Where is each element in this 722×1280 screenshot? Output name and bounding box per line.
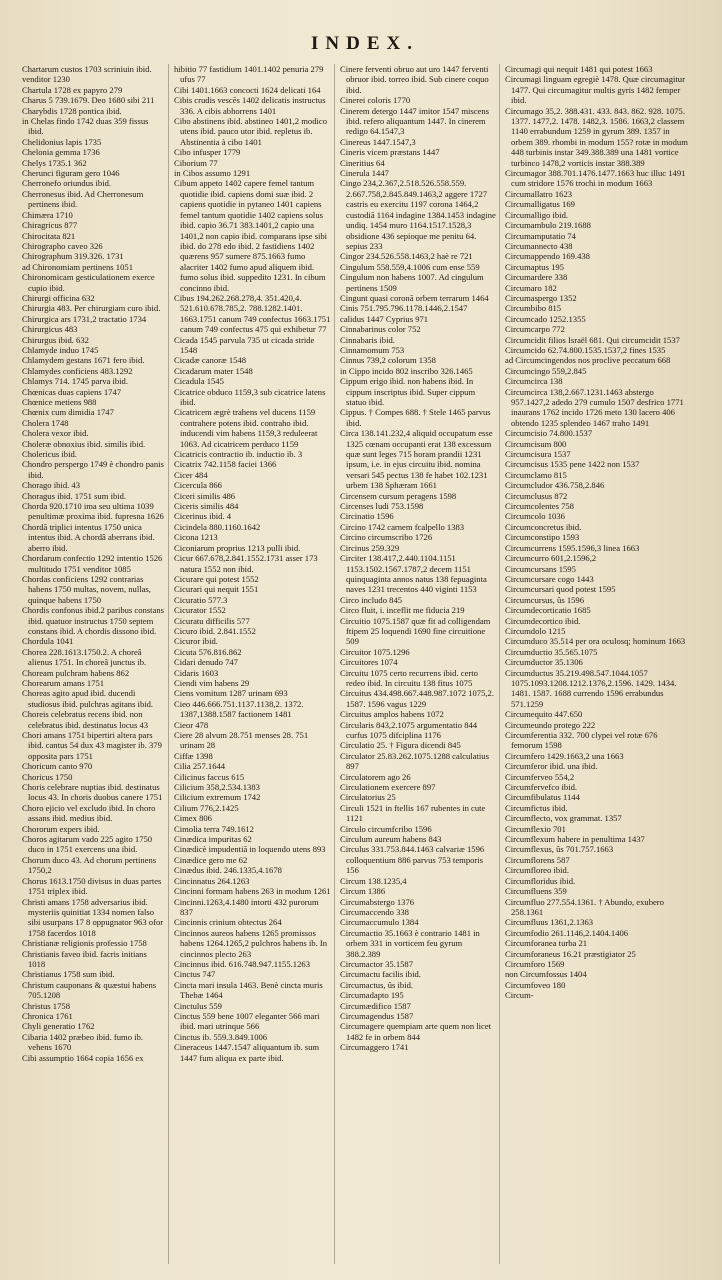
index-entry: Cippum erigo ibid. non habens ibid. In cippum inscriptus ibid. Super cippum statuo ibid. [340, 376, 476, 407]
index-entry: Chirocitata 821 [22, 230, 76, 241]
index-entry: Circumdecortico ibid. [505, 615, 581, 626]
index-entry: Chorago ibid. 43 [22, 480, 81, 491]
index-entry: Circumfibulatus 1144 [505, 792, 580, 803]
index-column-2 [174, 64, 335, 1264]
index-entry: Chordas conficiens 1292 contrarias habens 1750 multas, novem, nullas, quinque habens 1750 [22, 573, 151, 605]
index-entry: Circino 1742 carnem fcalpello 1383 [340, 521, 465, 532]
index-entry: Chordarum confectio 1292 intentio 1526 multitudo 1751 venditor 1085 [22, 553, 163, 574]
index-entry: Circumfodio 261.1146,2.1404.1406 [505, 927, 629, 938]
index-entry: Cicatricem ægrè trahens vel ducens 1159 contrahere potens ibid. contraho ibid. inducendi vim habens 1159,3 reduleerat 1063. Ad cicatricem perduco 1159 [174, 407, 318, 449]
index-entry: Chorus 1613.1750 divisus in duas partes 1751 triplex ibid. [22, 875, 162, 897]
index-entry: Christi amans 1758 adversarius ibid. mysteriis quinitiat 1334 nomen falso sibi usurpans 17 8 oppugnator 963 ofor 1758 facerdos 1018 [22, 896, 164, 938]
index-entry: Circumcisum 800 [505, 438, 567, 449]
index-entry: hibitio 77 fastidium 1401.1402 penuria 279 ufus 77 [174, 64, 324, 85]
index-entry: Cicindela 880.1160.1642 [174, 521, 261, 532]
index-entry: Circumconstipo 1593 [505, 532, 580, 543]
index-entry: Chelidonius lapis 1735 [22, 136, 102, 147]
index-entry: Circumaro 182 [505, 282, 557, 293]
index-entry: Chirurgia 483. Per chirurgiam curo ibid. [22, 303, 161, 314]
index-entry: Cibi assumptio 1664 copia 1656 ex [22, 1052, 144, 1063]
index-entry: Cinctus 747 [174, 969, 216, 980]
index-entry: Circumflecto, vox grammat. 1357 [505, 813, 622, 824]
index-entry: Chlamydem gestans 1671 fero ibid. [22, 355, 145, 366]
index-entry: Choricus 1750 [22, 771, 73, 782]
index-entry: Chordā triplici intentus 1750 unica intentus ibid. A chordâ aberrans ibid. aberro ibid. [22, 521, 155, 553]
index-entry: Circumcludor 436.758,2.846 [505, 480, 605, 491]
index-entry: Cincta mari insula 1463. Benè cincta muris Thebæ 1464 [174, 979, 323, 1001]
index-entry: Cicuro ibid. 2.841.1552 [174, 625, 256, 636]
index-entry: Circuitores 1074 [340, 657, 398, 668]
index-entry: Circumcido 62.74.800.1535.1537,2 fines 1535 [505, 344, 666, 355]
index-entry: Cincinnos aureos habens 1265 promissos habens 1264.1265,2 pulchros habens ib. In cincinnos plecto 263 [174, 927, 328, 959]
index-entry: Circumaggero 1741 [340, 1042, 409, 1053]
index-entry: Ciffæ 1398 [174, 750, 213, 761]
index-entry: Circumfluus 1361,2.1363 [505, 917, 594, 928]
index-entry: Cinctus 559 bene 1007 eleganter 566 mari ibid. mari utrinque 566 [174, 1010, 320, 1032]
index-entry: Cibi 1401.1663 concocti 1624 delicati 164 [174, 84, 321, 95]
index-entry: Ciere 28 alvum 28.751 menses 28. 751 urinam 28 [174, 730, 309, 751]
index-entry: Cibaria 1402 præbeo ibid. fumo ib. vehens 1670 [22, 1031, 144, 1053]
index-entry: Charybdis 1728 pontica ibid. [22, 105, 122, 116]
index-entry: Chlamydes conficiens 483.1292 [22, 365, 133, 376]
index-entry: Circumcisus 1535 pene 1422 non 1537 [505, 459, 640, 470]
index-entry: Circumdecorticatio 1685 [505, 605, 591, 616]
index-entry: Circumfloridus ibid. [505, 875, 576, 886]
index-entry: Circumeundo protego 222 [505, 719, 596, 730]
index-entry: Circumamputatio 74 [505, 230, 576, 241]
index-entry: Circino circumscribo 1726 [340, 532, 433, 543]
index-entry: Circum 138.1235,4 [340, 875, 407, 886]
index-entry: Chirographum 319.326. 1731 [22, 251, 124, 262]
index-entry: Cicuror ibid. [174, 636, 218, 647]
index-entry: in Cippo incido 802 inscribo 326.1465 [340, 365, 473, 376]
index-entry: Circumconcretus ibid. [505, 521, 582, 532]
index-entry: Cibus 194.262.268.278,4. 351.420,4. 521.610.678.785,2. 788.1282.1401. 1663.1751 canum 749 confectus 1663.1751 canum 749 confectus 475 qui exhibetur 77 [174, 292, 331, 335]
index-entry: Cicerinus ibid. 4 [174, 511, 232, 522]
index-entry: Circumfero 1429.1663,2 una 1663 [505, 750, 624, 761]
index-entry: Cicurator 1552 [174, 605, 226, 616]
index-entry: Cineritius 64 [340, 157, 385, 168]
index-entry: Circulator 25.83.262.1075.1288 calculatius 897 [340, 750, 489, 772]
index-entry: Cincinnus ibid. 616.748.947.1155.1263 [174, 958, 310, 969]
index-entry: Cincinnatus 264.1263 [174, 875, 250, 886]
index-entry: Chorum duco 43. Ad chorum pertinens 1750,2 [22, 854, 157, 876]
index-entry: Circumforo 1569 [505, 958, 565, 969]
index-entry: ad Circumcingendos nos proclive peccatum 668 [505, 355, 671, 366]
index-entry: Choreis celebratus recens ibid. non celebratus ibid. destinatus locus 43 [22, 709, 149, 730]
index-entry: Cinædica impuritas 62 [174, 834, 252, 845]
index-entry: Cilia 257.1644 [174, 761, 226, 772]
index-entry: Cinædicè impudentiā in loquendo utens 893 [174, 844, 326, 855]
index-entry: Cicuratu difficilis 577 [174, 615, 250, 626]
index-entry: Circumagi linguam egregiè 1478. Quæ circumagitur 1477. Qui circumagitur multis gyris 1482 femper ibid. [505, 74, 685, 106]
index-entry: Circinus 259.329 [340, 542, 400, 553]
index-entry: Circumequito 447.650 [505, 709, 583, 720]
index-entry: Circumflexus, ûs 701.757.1663 [505, 844, 614, 855]
index-entry: Choricum canto 970 [22, 761, 93, 772]
index-entry: Cicur 667.678,2.841.1552.1731 asser 173 natura 1552 non ibid. [174, 553, 318, 574]
index-entry: Cholera 1748 [22, 417, 69, 428]
index-entry: Circumannecto 438 [505, 240, 573, 251]
index-entry: Circumcado 1252.1355 [505, 313, 586, 324]
index-entry: Circulatorius 25 [340, 792, 396, 803]
index-entry: Cicadarum mater 1548 [174, 365, 253, 376]
index-entry: Cingor 234.526.558.1463,2 haè re 721 [340, 251, 473, 262]
index-entry: Circumardere 338 [505, 272, 568, 283]
index-entry: Chartula 1728 ex papyro 279 [22, 84, 123, 95]
index-entry: Circumallatro 1623 [505, 188, 573, 199]
index-entry: venditor 1230 [22, 74, 70, 85]
index-entry: Chronica 1761 [22, 1010, 73, 1021]
index-entry: Circumbibo 815 [505, 303, 562, 314]
page-header: INDEX. [311, 33, 419, 54]
index-entry: Christum cauponans & quæstui habens 705.1208 [22, 979, 157, 1001]
index-entry: Chirurgicus 483 [22, 324, 78, 335]
index-entry: Cinædice gero me 62 [174, 854, 248, 865]
index-entry: Chorea 228.1613.1750.2. A choreâ alienus 1751. In choreâ junctus ib. [22, 646, 147, 668]
index-entry: Chartarum custos 1703 scriniuin ibid. [22, 64, 152, 74]
index-entry: Circumago 35,2. 388.431. 433. 843. 862. 928. 1075. 1377. 1477,2. 1478. 1482,3. 1586. 1663,2 classem 1140 errabundum 1259 in gyrum 389. 1357 in orbem 389. rhombi in modum 155? rotæ in modum 448 turbinis instar 349.388.389 una 1481 vortice turbinco 1478,2 vorticis instar 388.389 [505, 105, 688, 168]
index-entry: Circumclamo 815 [505, 469, 567, 480]
index-entry: Circumaccendo 338 [340, 906, 409, 917]
index-entry: Cicatrice obduco 1159,3 sub cicatrice latens ibid. [174, 386, 326, 407]
index-entry: Circumductor 35.1306 [505, 657, 583, 668]
index-column-3 [340, 64, 500, 1264]
index-entry: Circumactor 35.1587 [340, 958, 414, 969]
index-entry: Circiter 138.417,2.440.1104.1151 1153.1502.1567.1787,2 decem 1151 quinquaginta annos natus 138 fepuaginta naves 1231 trecentos 440 viginti 1153 [340, 553, 487, 595]
index-entry: Cicadæ canoræ 1548 [174, 355, 247, 366]
index-entry: Cilicium 358,2.534.1383 [174, 782, 260, 793]
index-entry: Ciendi vim habens 29 [174, 677, 250, 688]
index-entry: Cinnamomum 753 [340, 344, 405, 355]
index-entry: Cholericus ibid. [22, 449, 77, 460]
index-entry: Circo fluit, i. inceflit me fiducia 219 [340, 605, 465, 616]
index-entry: ad Chironomiam pertinens 1051 [22, 261, 133, 272]
index-entry: Cingo 234,2.367,2.518.526.558.559. 2.667.758,2.845.849.1463,2 aggere 1727 castris eu exercitu 1197 corona 1464,2 custodiā 1164 indagine 1384.1453 indagine undiq. 1454 muro 1164.1517.1528,3 obsidione 436 sepioque me penitu 64. sepius 233 [340, 178, 496, 251]
index-entry: Circumforaneus 16.21 præstigiator 25 [505, 948, 636, 959]
index-entry: Christianus 1758 sum ibid. [22, 969, 115, 980]
index-entry: Circumalligatus 169 [505, 199, 575, 210]
index-entry: Cicadula 1545 [174, 376, 224, 387]
index-entry: Cinctulus 559 [174, 1000, 222, 1011]
index-entry: Cilicium extremum 1742 [174, 792, 261, 803]
index-entry: Cincinni formam habens 263 in modum 1261 [174, 886, 331, 897]
index-entry: Cinnabaris ibid. [340, 334, 395, 345]
index-entry: Circumaccumulo 1384 [340, 917, 419, 928]
index-entry: Cholera vexor ibid. [22, 428, 89, 439]
index-entry: Chimæra 1710 [22, 209, 73, 220]
index-entry: Cinere ferventi obruo aut uro 1447 ferventi obruor ibid. torreo ibid. Sub cinere coquo ibid. [340, 64, 489, 95]
index-entry: Ciceri similis 486 [174, 490, 236, 501]
index-entry: Cinerula 1447 [340, 168, 389, 179]
index-entry: Circumcurro 601,2.1596,2 [505, 553, 597, 564]
index-entry: Circumcisio 74.800.1537 [505, 428, 593, 439]
index-entry: Cicercula 866 [174, 480, 222, 491]
index-entry: Chlamyde induo 1745 [22, 344, 99, 355]
index-entry: Cinnus 739,2 colorum 1358 [340, 355, 436, 366]
index-entry: Circumactio 35.1663 è contrario 1481 in orbem 331 in vorticem feu gyrum 388.2.389 [340, 927, 480, 959]
index-entry: Cicona 1213 [174, 532, 218, 543]
index-entry: Circumfictus ibid. [505, 802, 568, 813]
index-entry: Circum 1386 [340, 886, 386, 897]
index-entry: Cicatricis contractio ib. inductio ib. 3 [174, 449, 303, 460]
index-entry: Chyli generatio 1762 [22, 1021, 95, 1032]
index-entry: Cincinni.1263,4.1480 intorti 432 purorum 837 [174, 896, 319, 917]
index-entry: Chiragricus 877 [22, 220, 78, 231]
index-entry: Cicuta 576.816.862 [174, 646, 242, 657]
index-entry: Cicurari qui nequit 1551 [174, 584, 259, 595]
index-entry: Circumagor 388.701.1476.1477.1663 huc illuc 1491 cum stridore 1576 trochi in modum 1663 [505, 168, 686, 189]
index-entry: Cinerem detergo 1447 imitor 1547 miscens ibid. refero aliquantum 1447. In cinerem redigo 64.1547,3 [340, 105, 490, 137]
index-entry: Chelonia gemma 1736 [22, 147, 100, 158]
index-entry: Circumagendus 1587 [340, 1010, 414, 1021]
index-entry: Cherronefo oriundus ibid. [22, 178, 112, 189]
index-entry: Cimolia terra 749.1612 [174, 823, 254, 834]
index-entry: Circumaptus 195 [505, 261, 564, 272]
index-entry: Chorda 920.1710 ima seu ultima 1039 penultimæ proxima ibid. fupresna 1626 [22, 501, 164, 522]
index-entry: Cieor 478 [174, 719, 209, 730]
index-entry: Circumferor ibid. una ibid. [505, 761, 598, 772]
index-entry: Circumactus, ûs ibid. [340, 979, 414, 990]
index-entry: Circumadapto 195 [340, 990, 404, 1001]
index-entry: Circulum aureum habens 843 [340, 834, 442, 845]
index-entry: Circumferentia 332. 700 clypei vel rotæ 676 femorum 1598 [505, 730, 658, 751]
index-entry: Circumcolentes 758 [505, 501, 574, 512]
index-entry: Chlamys 714. 1745 parva ibid. [22, 376, 128, 387]
index-entry: Circuitor 1075.1296 [340, 646, 410, 657]
index-entry: Circumcursus, ûs 1596 [505, 594, 585, 605]
index-entry: Circulatorem ago 26 [340, 771, 411, 782]
index-entry: Circumaspergo 1352 [505, 292, 577, 303]
index-entry: Circumforanea turba 21 [505, 938, 588, 949]
index-entry: Circa 138.141.232,4 aliquid occupatum esse 1325 cœnam occupanti erat 138 excessum quæ sunt leges 715 horam prandii 1231 ipsum, i.e. in ejus circuitu ibid. nomina versari 545 pectus 138 fe habet 102.1231 urbem 138 Sphæram 1661 [340, 428, 493, 491]
index-entry: Circumfluo 277.554.1361. † Abundo, exubero 258.1361 [505, 896, 664, 917]
index-entry: Cieo 446.666.751.1137.1138,2. 1372. 1387,1388.1587 factionem 1481 [174, 698, 304, 720]
index-entry: Circumagi qui nequit 1481 qui potest 1663 [505, 64, 653, 74]
index-entry: Cinereus 1447.1547,3 [340, 136, 416, 147]
index-entry: Circumcirca 138 [505, 376, 563, 387]
index-entry: Cibum appeto 1402 capere femel tantum quotidie ibid. capiens domi suæ ibid. 2 capiens quotidie in pytaneo 1401 capiens femel tantum quotidie 1402 capiens solus ibid. capio 36.71 383.1401,2 capio una 1401,2 non capio ibid. comparans ipse sibi ibid. do 278 edo ibid. 2 fastidiens 1402 quærens 957 sumere 875.1663 fumo alacriter 1402 fumo apud aliquem ibid. fumo solus ibid. suppedito 1231. In cibum concinno ibid. [174, 178, 328, 293]
index-entry: Circumcidit filios Israël 681. Qui circumcidit 1537 [505, 334, 680, 345]
index-entry: Circumflorens 587 [505, 854, 570, 865]
index-entry: Cibo abstinens ibid. abstineo 1401,2 modico utens ibid. pauco utor ibid. repletus ib. Abstinentia à cibo 1401 [174, 116, 328, 147]
index-entry: Cineris vicem præstans 1447 [340, 147, 440, 158]
index-entry: Circumalligo ibid. [505, 209, 569, 220]
index-entry: Circumductio 35.565.1075 [505, 646, 598, 657]
index-entry: Circumcirca 138,2.667.1231.1463 abstergo 957.1427,2 adedo 279 cumulo 1507 desfrico 1771 inaurans 1762 incido 1726 meto 130 lacero 406 obtendo 1235 splendeo 1467 traho 1491 [505, 386, 684, 428]
index-entry: Cimex 806 [174, 813, 212, 824]
index-entry: Cherronesus ibid. Ad Cherronesum pertinens ibid. [22, 188, 144, 210]
index-entry: Circumflexum habere in penultima 1437 [505, 834, 645, 845]
index-entry: Circumcarpo 772 [505, 324, 565, 335]
index-entry: Cincinnis crinium obtectus 264 [174, 917, 282, 928]
index-entry: Cherunci figuram gero 1046 [22, 168, 120, 179]
index-entry: in Cibos assumo 1291 [174, 168, 251, 179]
index-entry: Chœnix cum dimidia 1747 [22, 407, 114, 418]
index-entry: Circulus 331.753.844.1463 calvariæ 1596 colloquentium 886 parvus 753 temporis 156 [340, 844, 485, 876]
index-entry: Chirurgus ibid. 632 [22, 334, 89, 345]
index-entry: Cidaris 1603 [174, 667, 219, 678]
index-entry: Choleræ obnoxius ibid. similis ibid. [22, 438, 146, 449]
index-entry: Choro ejicio vel excludo ibid. In choro assans ibid. medius ibid. [22, 802, 156, 824]
index-entry: Chirurgi officina 632 [22, 292, 95, 303]
index-entry: Chelys 1735.1 362 [22, 157, 87, 168]
index-entry: Chorearum amans 1751 [22, 677, 105, 688]
index-entry: Circulatio 25. † Figura dicendi 845 [340, 740, 461, 751]
index-entry: Circumfloreo ibid. [505, 865, 569, 876]
index-entry: Chœnicas duas capiens 1747 [22, 386, 122, 397]
index-entry: Circuitio 1075.1587 quæ fit ad colligendam ftipem 25 loquendi 1690 fine circuitione 509 [340, 615, 491, 647]
index-entry: Cicada 1545 parvula 735 ut cicada stride 1548 [174, 334, 315, 355]
index-entry: Chori amans 1751 bipertiri altera pars ibid. cantus 54 dux 43 magister ib. 379 opposita pars 1751 [22, 730, 162, 761]
index-entry: Cinerei coloris 1770 [340, 95, 411, 106]
index-entry: Cinnabarinus color 752 [340, 324, 421, 335]
index-entry: Cinædus ibid. 246.1335,4.1678 [174, 865, 282, 876]
index-entry: Circumclusus 872 [505, 490, 568, 501]
index-entry: Chirographo caveo 326 [22, 240, 103, 251]
index-entry: Circumactu facilis ibid. [340, 969, 421, 980]
index-entry: Circumcursari quod potest 1595 [505, 584, 616, 595]
index-entry: Choros agitarum vado 225 agito 1750 duco in 1751 exercens una ibid. [22, 834, 153, 855]
index-column-1 [22, 64, 169, 1264]
index-entry: Circumambulo 219.1688 [505, 220, 591, 231]
index-entry: Cingunt quasi coronā orbem terrarum 1464 [340, 292, 489, 303]
index-entry: Cibo infusper 1779 [174, 147, 241, 158]
index-entry: Circumædifico 1587 [340, 1000, 411, 1011]
index-entry: Circumcursare cogo 1443 [505, 573, 594, 584]
index-entry: Ciconiarum proprius 1213 pulli ibid. [174, 542, 301, 553]
index-entry: Chororum expers ibid. [22, 823, 100, 834]
index-entry: Cippus. † Compes 688. † Stele 1465 parvus ibid. [340, 407, 491, 428]
index-entry: Cinctus ib. 559.3.849.1006 [174, 1031, 268, 1042]
index-entry: Chirurgica ars 1731,2 tractatio 1734 [22, 313, 147, 324]
index-entry: Choragus ibid. 1751 sum ibid. [22, 490, 127, 501]
index-entry: Christianis faveo ibid. facris initians 1018 [22, 948, 147, 969]
index-entry: Circumfervefco ibid. [505, 782, 578, 793]
index-entry: Chœnice metiens 988 [22, 397, 97, 407]
index-entry: Circuli 1521 in ftellis 167 rubentes in cute 1121 [340, 802, 486, 824]
index-entry: Circenses ludi 753.1598 [340, 501, 424, 512]
index-entry: Ciceris similis 484 [174, 501, 239, 512]
index-entry: Circumabstergo 1376 [340, 896, 415, 907]
index-entry: Circumcurrens 1595.1596,3 linea 1663 [505, 542, 640, 553]
index-entry: Circo includo 845 [340, 594, 403, 605]
index-entry: Circuitus amplos habens 1072 [340, 709, 444, 720]
index-entry: Circumduco 35.514 per ora oculosq; hominum 1663 [505, 636, 686, 647]
index-entry: Circumflexio 701 [505, 823, 566, 834]
index-entry: Circumductus 35.219.498.547.1044.1057 1075.1093.1208.1212.1376,2.1596. 1429. 1434. 1481. 1587. 1688 currendo 1596 errabundus 571.1259 [505, 667, 677, 709]
index-entry: Cicurare qui potest 1552 [174, 573, 259, 584]
index-entry: Circumagere quempiam arte quem non licet 1482 fe in orbem 844 [340, 1021, 492, 1042]
index-entry: Circularis 843,2.1075 argumentatio 844 curfus 1075 difciplina 1176 [340, 719, 478, 740]
index-entry: Circuitus 434.498.667.448.987.1072 1075,2. 1587. 1596 vagus 1229 [340, 688, 494, 709]
index-entry: Circumferveo 554,2 [505, 771, 575, 782]
index-entry: Circumfoveo 180 [505, 979, 566, 990]
index-entry: Circensem cursum peragens 1598 [340, 490, 457, 501]
index-entry: Cidari denudo 747 [174, 657, 238, 668]
index-entry: Cingulum non habens 1007. Ad cingulum pertinens 1509 [340, 272, 484, 293]
index-entry: non Circumfossus 1404 [505, 969, 587, 980]
index-entry: Circulationem exercere 897 [340, 782, 436, 793]
index-entry: Circuitu 1075 certo recurrens ibid. certo redeo ibid. In circuitu 138 fitus 1075 [340, 667, 478, 688]
index-entry: Cineraceus 1447.1547 aliquantum ib. sum 1447 fum aliqua ex parte ibid. [174, 1042, 320, 1063]
index-entry: Circumfluens 359 [505, 886, 567, 897]
index-entry: Cilicinus faccus 615 [174, 771, 245, 782]
index-entry: Christianæ religionis professio 1758 [22, 938, 147, 949]
index-entry: Cilium 776,2.1425 [174, 802, 239, 813]
index-entry: Choreas agito apud ibid. ducendi studiosus ibid. pulchras agitans ibid. [22, 688, 154, 709]
index-entry: Ciborium 77 [174, 157, 218, 168]
index-entry: Christus 1758 [22, 1000, 70, 1011]
index-entry: Circumappendo 169.438 [505, 251, 590, 262]
index-entry: Circulo circumfcribo 1596 [340, 823, 432, 834]
index-entry: Chironomicam gesticulationem exerce cupio ibid. [22, 272, 155, 293]
index-entry: Circumdolo 1215 [505, 625, 566, 636]
index-entry: Ciens vomitum 1287 urinam 693 [174, 688, 288, 699]
index-entry: calidus 1447 Cyprius 971 [340, 313, 429, 324]
index-entry: Cicer 484 [174, 469, 208, 480]
index-entry: Circumcisura 1537 [505, 449, 571, 460]
index-entry: Cicuratio 577.3 [174, 594, 228, 605]
index-entry: Circinatio 1596 [340, 511, 394, 522]
index-entry: Circum- [505, 990, 534, 1001]
index-entry: Cicatrix 742.1158 faciei 1366 [174, 459, 277, 470]
index-entry: Chordis confonus ibid.2 paribus constans ibid. quatuor instructus 1750 septem constans ibid. A chordis dissono ibid. [22, 605, 165, 636]
index-entry: Circumcursans 1595 [505, 563, 576, 574]
index-entry: Cibis crudis vescēs 1402 delicatis instructus 336. A cibis abhorrens 1401 [174, 95, 326, 116]
index-entry: Circumcolo 1036 [505, 511, 565, 522]
index-entry: Choris celebrare nuptias ibid. destinatus locus 43. In choris duobus canere 1751 [22, 782, 163, 803]
index-entry: Cingulum 558.559,4.1006 cum ense 559 [340, 261, 480, 272]
index-entry: Charus 5 739.1679. Deo 1680 sibi 211 [22, 95, 155, 106]
index-entry: in Chelas findo 1742 duas 359 fissus ibid. [22, 116, 149, 137]
index-entry: Chordula 1041 [22, 636, 74, 647]
index-entry: Chondro perspergo 1749 è chondro panis ibid. [22, 459, 164, 480]
index-entry: Circumcingo 559,2.845 [505, 365, 587, 376]
index-entry: Choream pulchram habens 862 [22, 667, 130, 678]
index-column-4 [505, 64, 691, 1264]
index-entry: Cinis 751.795.796.1178.1446,2.1547 [340, 303, 468, 314]
index-columns [22, 64, 708, 1264]
